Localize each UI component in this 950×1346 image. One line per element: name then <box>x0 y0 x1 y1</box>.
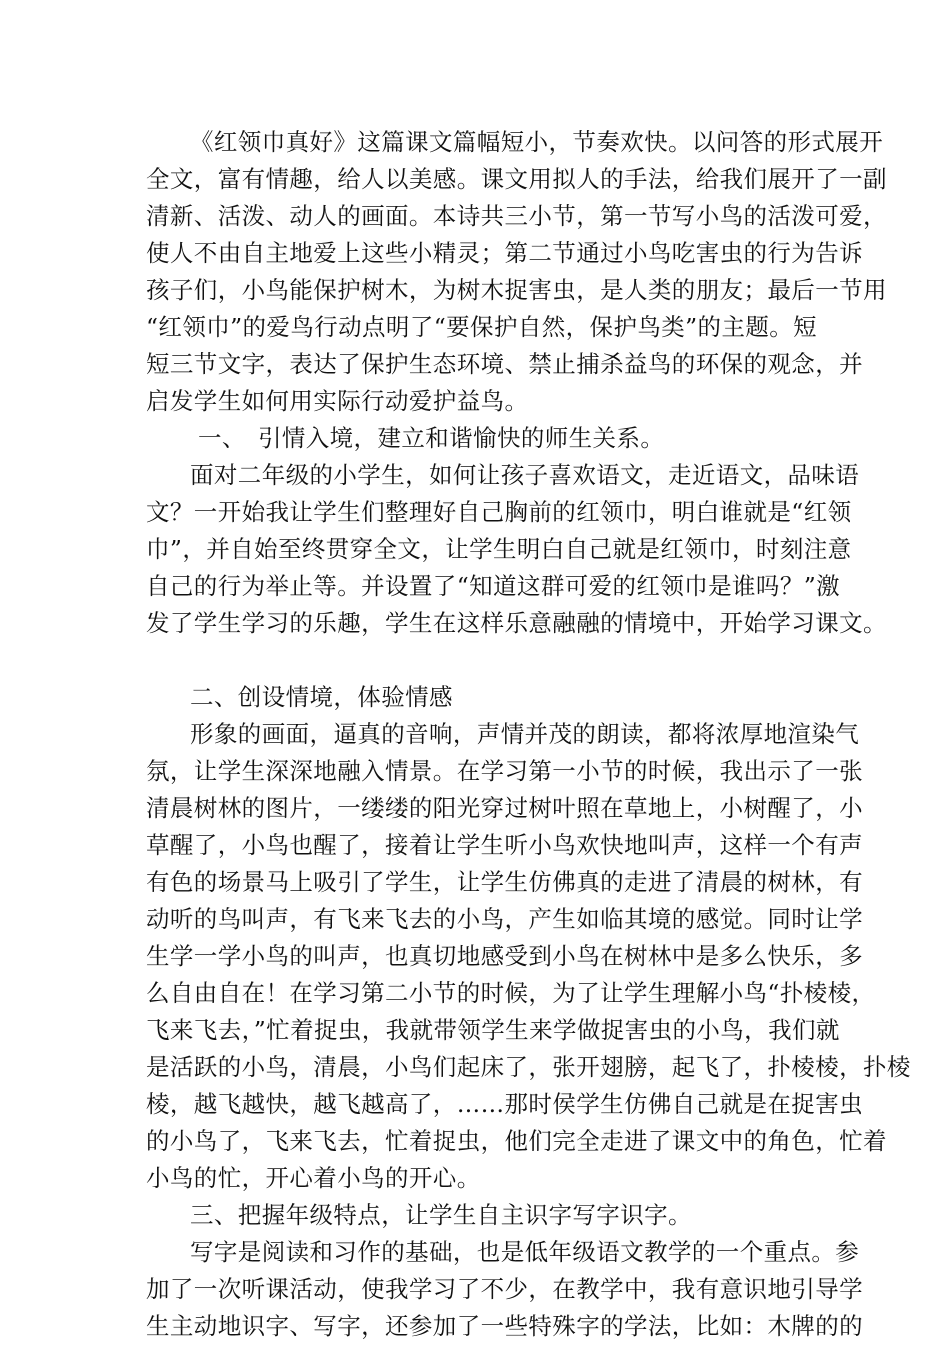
text-line: 生主动地识字、写字，还参加了一些特殊字的学法，比如：木牌的的 <box>146 1312 863 1340</box>
text-line: 清晨树林的图片，一缕缕的阳光穿过树叶照在草地上，小树醒了，小 <box>146 794 863 822</box>
text-line: 启发学生如何用实际行动爱护益鸟。 <box>146 387 529 415</box>
text-line: 是活跃的小鸟，清晨，小鸟们起床了，张开翅膀，起飞了，扑棱棱，扑棱 <box>146 1053 911 1081</box>
text-line: 短三节文字，表达了保护生态环境、禁止捕杀益鸟的环保的观念，并 <box>146 350 863 378</box>
section-heading: 三、把握年级特点，让学生自主识字写字识字。 <box>190 1201 692 1229</box>
text-line: 自己的行为举止等。并设置了“知道这群可爱的红领巾是谁吗？”激 <box>146 572 841 600</box>
section-heading: 一、 引情入境，建立和谐愉快的师生关系。 <box>198 424 665 452</box>
text-line: 动听的鸟叫声，有飞来飞去的小鸟，产生如临其境的感觉。同时让学 <box>146 905 863 933</box>
text-line: 全文，富有情趣，给人以美感。课文用拟人的手法，给我们展开了一副 <box>146 165 887 193</box>
text-line: 形象的画面，逼真的音响，声情并茂的朗读，都将浓厚地渲染气 <box>190 720 860 748</box>
text-line: “红领巾”的爱鸟行动点明了“要保护自然，保护鸟类”的主题。短 <box>146 313 818 341</box>
text-line: 飞来飞去，”忙着捉虫，我就带领学生来学做捉害虫的小鸟，我们就 <box>146 1016 840 1044</box>
text-line: 使人不由自主地爱上这些小精灵；第二节通过小鸟吃害虫的行为告诉 <box>146 239 863 267</box>
text-line: 《红领巾真好》这篇课文篇幅短小，节奏欢快。以问答的形式展开 <box>190 128 884 156</box>
text-line: 有色的场景马上吸引了学生，让学生仿佛真的走进了清晨的树林，有 <box>146 868 863 896</box>
text-line: 发了学生学习的乐趣，学生在这样乐意融融的情境中，开始学习课文。 <box>146 609 887 637</box>
text-line: 么自由自在！在学习第二小节的时候，为了让学生理解小鸟“扑棱棱， <box>146 979 876 1007</box>
text-line: 草醒了，小鸟也醒了，接着让学生听小鸟欢快地叫声，这样一个有声 <box>146 831 863 859</box>
text-line: 小鸟的忙，开心着小鸟的开心。 <box>146 1164 481 1192</box>
text-line: 写字是阅读和习作的基础，也是低年级语文教学的一个重点。参 <box>190 1238 860 1266</box>
text-line: 孩子们，小鸟能保护树木，为树木捉害虫，是人类的朋友；最后一节用 <box>146 276 887 304</box>
section-heading: 二、创设情境，体验情感 <box>190 683 453 711</box>
text-line: 文？一开始我让学生们整理好自己胸前的红领巾，明白谁就是“红领 <box>146 498 852 526</box>
text-line: 棱，越飞越快，越飞越高了，……那时侯学生仿佛自己就是在捉害虫 <box>146 1090 863 1118</box>
text-line: 面对二年级的小学生，如何让孩子喜欢语文，走近语文，品味语 <box>190 461 860 489</box>
text-line: 的小鸟了，飞来飞去，忙着捉虫，他们完全走进了课文中的角色，忙着 <box>146 1127 887 1155</box>
text-line: 生学一学小鸟的叫声，也真切地感受到小鸟在树林中是多么快乐，多 <box>146 942 863 970</box>
text-line: 巾”，并自始至终贯穿全文，让学生明白自己就是红领巾，时刻注意 <box>146 535 852 563</box>
text-line: 氛，让学生深深地融入情景。在学习第一小节的时候，我出示了一张 <box>146 757 863 785</box>
text-line: 加了一次听课活动，使我学习了不少，在教学中，我有意识地引导学 <box>146 1275 863 1303</box>
text-line: 清新、活泼、动人的画面。本诗共三小节，第一节写小鸟的活泼可爱， <box>146 202 887 230</box>
